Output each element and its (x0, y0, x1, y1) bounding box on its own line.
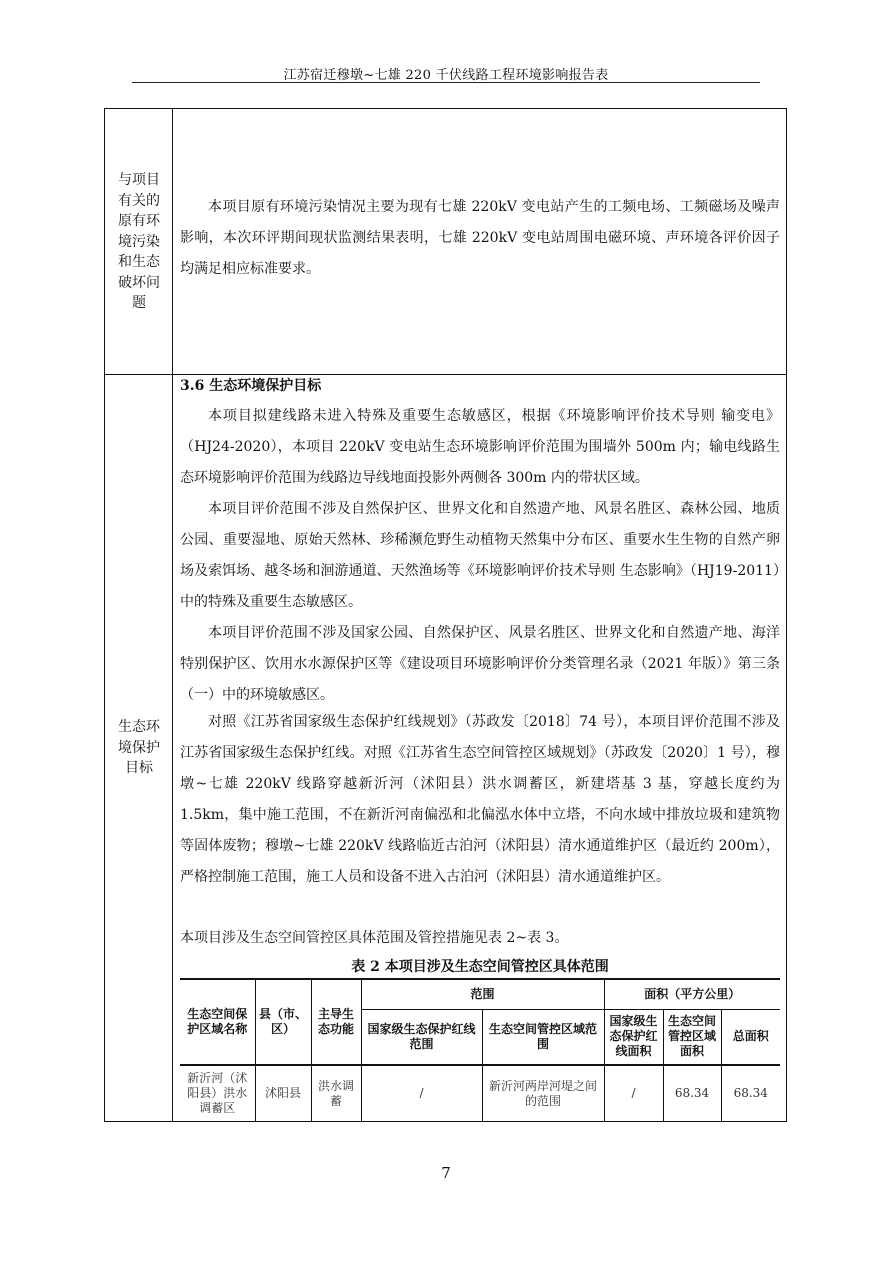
section-heading: 3.6 生态环境保护目标 (180, 378, 322, 394)
cell-scope-national: / (361, 1065, 482, 1121)
paragraph-eco-scope: 本项目拟建线路未进入特殊及重要生态敏感区，根据《环境影响评价技术导则 输变电》（HJ24-2020），本项目 220kV 变电站生态环境影响评价范围为围墙外 500m 内；输电线路生态环境影响评价范围为线路边导线地面投影外两侧各 300m 内的带状区域。 (180, 408, 780, 486)
table-intro-text: 本项目涉及生态空间管控区具体范围及管控措施见表 2~表 3。 (180, 930, 569, 946)
cell-scope-control: 新沂河两岸河堤之间的范围 (482, 1065, 604, 1121)
row-label-line: 境污染 (118, 233, 160, 250)
table-row (180, 1065, 780, 1121)
header-function: 主导生态功能 (311, 979, 361, 1065)
paragraph-not-sensitive-areas: 本项目评价范围不涉及自然保护区、世界文化和自然遗产地、风景名胜区、森林公园、地质公园、重要湿地、原始天然林、珍稀濒危野生动植物天然集中分布区、重要水生生物的自然产卵场及索饵场、越冬场和洄游通道、天然渔场等《环境影响评价技术导则 生态影响》（HJ19-2011）中的特殊及重要生态敏感区。 (180, 501, 780, 610)
cell-area-national: / (604, 1065, 663, 1121)
column-divider (172, 108, 173, 1122)
row-label-eco-protection-targets (106, 717, 172, 779)
header-area-control: 生态空间管控区域面积 (663, 1009, 721, 1065)
eco-control-area-table (180, 978, 780, 1121)
cell-area-control: 68.34 (663, 1065, 721, 1121)
table-caption: 表 2 本项目涉及生态空间管控区具体范围 (351, 959, 609, 975)
header-area-name: 生态空间保护区域名称 (180, 979, 255, 1065)
row-label-existing-pollution (106, 170, 172, 314)
row-label-line: 破坏问 (118, 274, 160, 291)
cell-area-name: 新沂河（沭阳县）洪水调蓄区 (180, 1065, 255, 1121)
header-area-total: 总面积 (721, 1009, 780, 1065)
header-scope-control: 生态空间管控区域范围 (482, 1009, 604, 1065)
header-county: 县（市、区） (255, 979, 311, 1065)
row-label-line: 境保护 (118, 739, 160, 756)
existing-pollution-text: 本项目原有环境污染情况主要为现有七雄 220kV 变电站产生的工频电场、工频磁场及噪声影响，本次环评期间现状监测结果表明，七雄 220kV 变电站周围电磁环境、声环境各评价因子均满足相应标准要求。 (180, 199, 780, 277)
page-number: 7 (441, 1164, 451, 1182)
header-area-national: 国家级生态保护红线面积 (604, 1009, 663, 1065)
row-divider (104, 374, 787, 375)
row-label-line: 原有环 (118, 213, 160, 229)
row-label-line: 有关的 (118, 192, 160, 209)
cell-function: 洪水调蓄 (311, 1065, 361, 1121)
header-area: 面积（平方公里） (604, 979, 780, 1009)
cell-county: 沭阳县 (255, 1065, 311, 1121)
paragraph-redline-control: 对照《江苏省国家级生态保护红线规划》（苏政发〔2018〕74 号），本项目评价范围不涉及江苏省国家级生态保护红线。对照《江苏省生态空间管控区域规划》（苏政发〔2020〕1 号），穆墩~七雄 220kV 线路穿越新沂河（沭阳县）洪水调蓄区，新建塔基 3 基，穿越长度约为 1.5km，集中施工范围，不在新沂河南偏泓和北偏泓水体中立塔，不向水域中排放垃圾和建筑物等固体废物；穆墩~七雄 220kV 线路临近古泊河（沭阳县）清水通道维护区（最近约 200m），严格控制施工范围，施工人员和设备不进入古泊河（沭阳县）清水通道维护区。 (180, 714, 780, 885)
paragraph-not-env-sensitive: 本项目评价范围不涉及国家公园、自然保护区、风景名胜区、世界文化和自然遗产地、海洋特别保护区、饮用水水源保护区等《建设项目环境影响评价分类管理名录（2021 年版）》第三条（一）中的环境敏感区。 (180, 625, 780, 703)
row-label-line: 与项目 (118, 172, 160, 188)
row-label-line: 题 (132, 295, 146, 311)
header-rule (132, 82, 760, 83)
row-label-line: 和生态 (118, 254, 160, 270)
header-scope-national: 国家级生态保护红线范围 (361, 1009, 482, 1065)
document-header-title: 江苏宿迁穆墩~七雄 220 千伏线路工程环境影响报告表 (283, 68, 609, 83)
header-scope: 范围 (361, 979, 604, 1009)
row-label-line: 目标 (125, 760, 153, 776)
cell-area-total: 68.34 (721, 1065, 780, 1121)
row-label-line: 生态环 (118, 719, 160, 735)
